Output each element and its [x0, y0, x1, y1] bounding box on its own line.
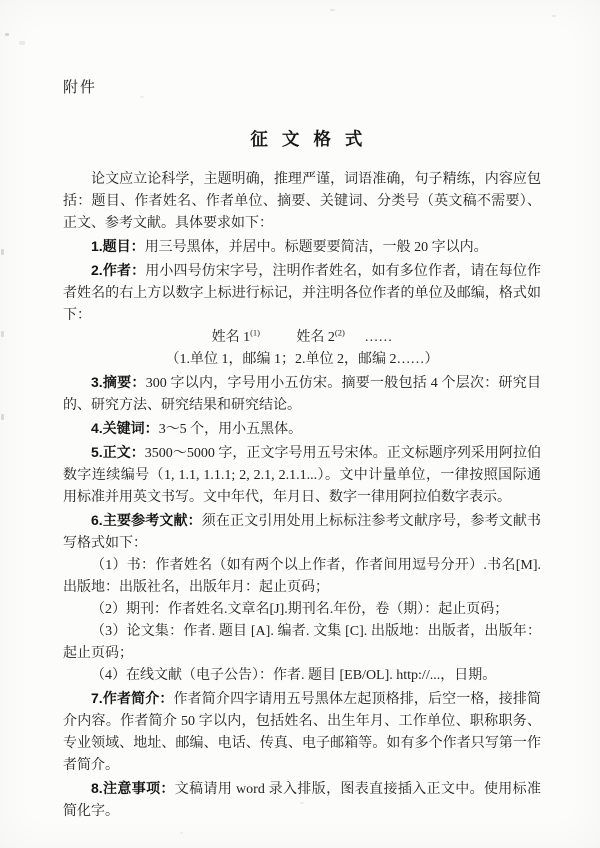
- section-paragraph-title: [63, 235, 541, 259]
- scan-speck: [180, 832, 183, 834]
- reference-item-journal: [63, 599, 541, 621]
- section-paragraph-bio: [63, 687, 541, 777]
- scan-speck: [1, 249, 4, 255]
- section-label: 1.题目：: [91, 238, 145, 254]
- reference-text: （2）期刊：作者姓名.文章名[J].期刊名.年份，卷（期）：起止页码；: [91, 602, 509, 617]
- reference-item-proceedings: [63, 621, 541, 665]
- section-text: 3500～5000 字，正文字号用五号宋体。正文标题序列采用阿拉伯数字连续编号（1, 1.1, 1.1.1; 2, 2.1, 2.1.1...）。文中计量单位，一律按照国际通用标准并用英文书写。文中年代，年月日、数字一律用阿拉伯数字表示。: [63, 446, 541, 505]
- example-superscript-2: (2): [334, 327, 345, 338]
- scan-speck: [1, 331, 4, 337]
- scan-speck: [5, 33, 9, 36]
- intro-text: 论文应立论科学，主题明确，推理严谨，词语准确，句子精练，内容应包括：题目、作者姓名、作者单位、摘要、关键词、分类号（英文稿不需要）、正文、参考文献。具体要求如下：: [63, 172, 541, 231]
- section-text: 须在正文引用处用上标标注参考文献序号，参考文献书写格式如下：: [63, 514, 541, 551]
- section-text: 文稿请用 word 录入排版，图表直接插入正文中。使用标准简化字。: [63, 782, 541, 819]
- section-text: 用三号黑体，并居中。标题要要简洁，一般 20 字以内。: [144, 240, 488, 255]
- section-paragraph-notes: [63, 777, 541, 823]
- intro-paragraph: [63, 169, 541, 235]
- attachment-label: 附件: [63, 80, 98, 96]
- scan-speck: [140, 96, 144, 98]
- section-paragraph-author: [63, 259, 541, 327]
- section-label: 5.正文：: [91, 444, 145, 460]
- section-paragraph-keywords: [63, 417, 541, 441]
- reference-text: （1）书：作者姓名（如有两个以上作者，作者间用逗号分开）.书名[M]. 出版地：出版社名，出版年月：起止页码；: [63, 558, 541, 595]
- section-text: 300 字以内，字号用小五仿宋。摘要一般包括 4 个层次：研究目的、研究方法、研究结果和研究结论。: [63, 376, 541, 413]
- author-name-example-line: [63, 327, 541, 349]
- reference-text: （4）在线文献（电子公告）：作者. 题目 [EB/OL]. http://...，日期。: [91, 668, 497, 683]
- document-title: 征文格式: [250, 129, 377, 149]
- document-body: [63, 169, 541, 823]
- section-paragraph-abstract: [63, 371, 541, 417]
- section-paragraph-maintext: [63, 441, 541, 509]
- example-units: （1.单位 1，邮编 1；2.单位 2，邮编 2……）: [165, 352, 439, 367]
- section-text: 用小四号仿宋字号，注明作者姓名，如有多位作者，请在每位作者姓名的右上方以数字上标进行标记，并注明各位作者的单位及邮编，格式如下：: [63, 264, 541, 323]
- section-label: 2.作者：: [91, 262, 146, 278]
- section-text: 3～5 个，用小五黑体。: [158, 422, 303, 437]
- section-label: 6.主要参考文献：: [91, 512, 202, 528]
- section-paragraph-references: [63, 509, 541, 555]
- reference-text: （3）论文集：作者. 题目 [A]. 编者. 文集 [C]. 出版地：出版者，出版年：起止页码；: [63, 624, 541, 661]
- section-text: 作者简介四字请用五号黑体左起顶格排，后空一格，接排简介内容。作者简介 50 字以内，包括姓名、出生年月、工作单位、职称职务、专业领域、地址、邮编、电话、传真、电子邮箱等。如有多个作者只写第一作者简介。: [63, 692, 541, 773]
- scan-speck: [330, 9, 335, 11]
- author-unit-example-line: [63, 349, 541, 371]
- section-label: 4.关键词：: [91, 420, 159, 436]
- section-label: 8.注意事项：: [91, 780, 175, 796]
- reference-item-book: [63, 555, 541, 599]
- example-superscript-1: (1): [250, 327, 260, 338]
- section-label: 3.摘要：: [91, 374, 146, 390]
- example-name-1: 姓名 1: [211, 330, 251, 345]
- example-ellipsis: ……: [364, 330, 393, 345]
- scan-speck: [1, 414, 4, 420]
- example-name-2: 姓名 2: [296, 330, 335, 345]
- scan-speck: [19, 41, 25, 45]
- section-label: 7.作者简介：: [91, 690, 174, 706]
- scan-speck: [552, 15, 556, 17]
- reference-item-online: [63, 665, 541, 687]
